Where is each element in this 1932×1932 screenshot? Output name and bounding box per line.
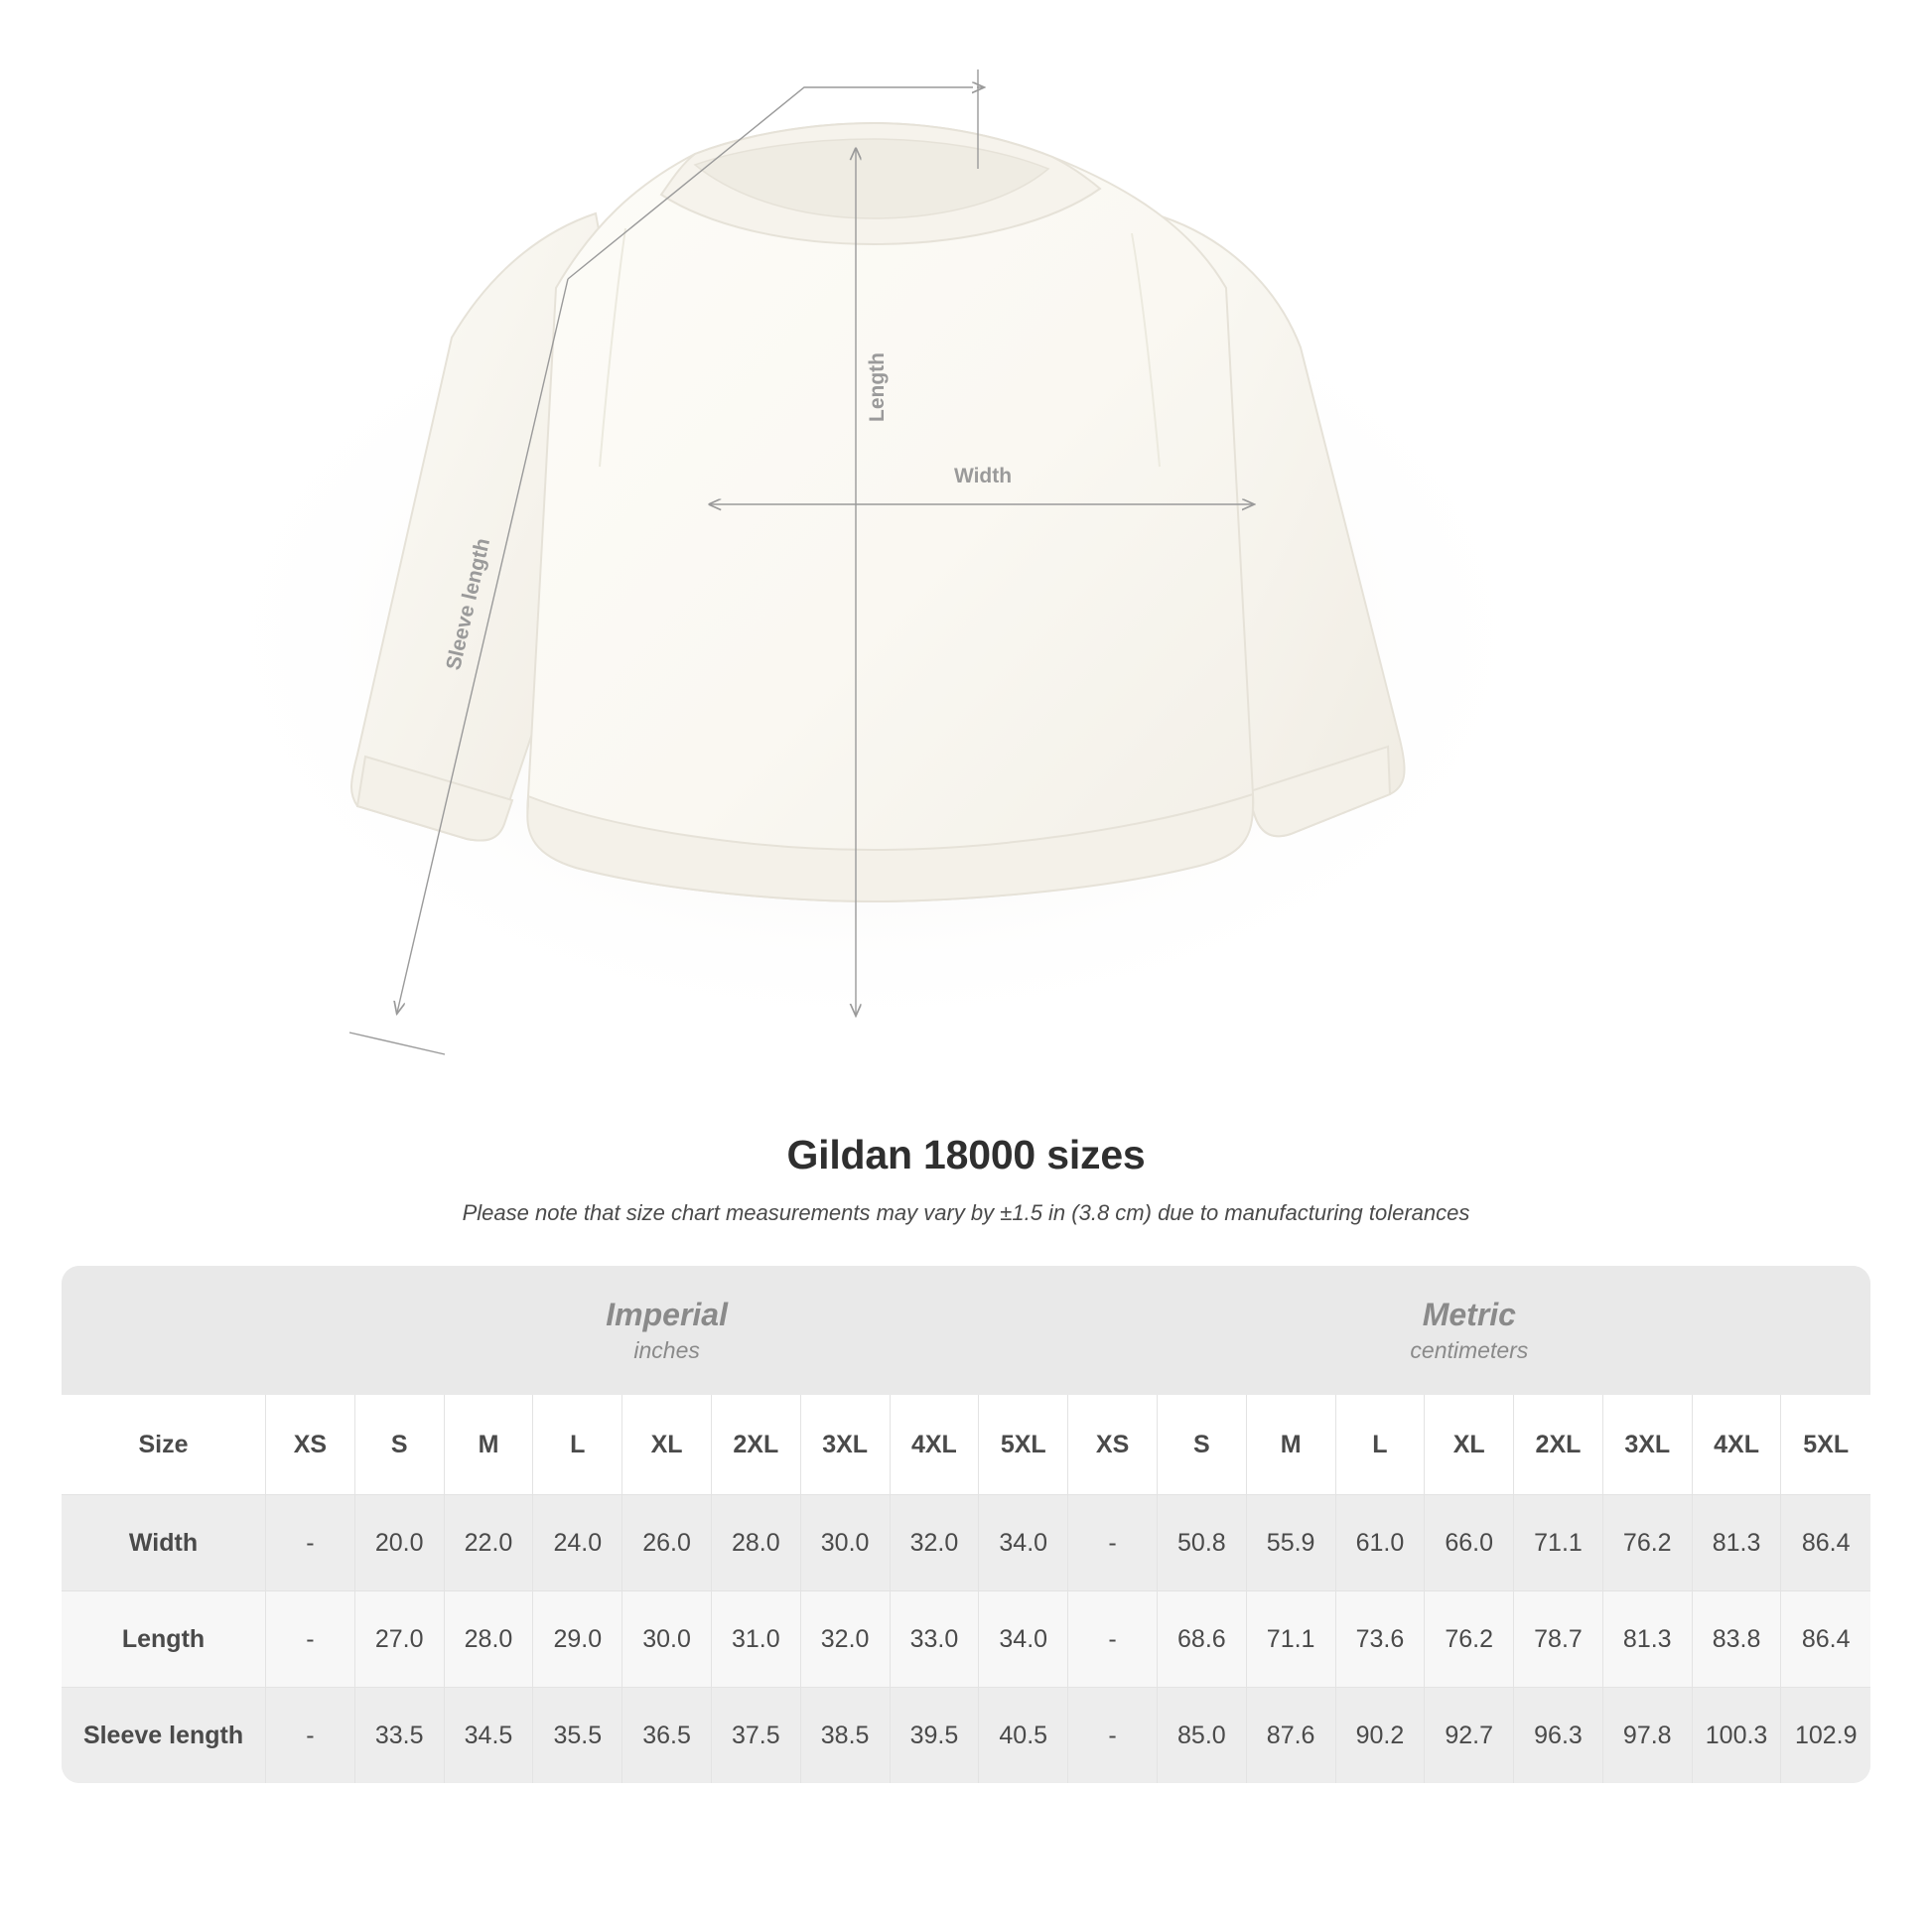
row-label-sleeve-length: Sleeve length: [62, 1688, 266, 1784]
cell-sleeve-imperial-1: 33.5: [354, 1688, 444, 1784]
size-header-metric-5: 2XL: [1514, 1395, 1603, 1495]
table-row: [62, 1688, 1870, 1784]
size-header-imperial-6: 3XL: [800, 1395, 890, 1495]
size-header-metric-6: 3XL: [1602, 1395, 1692, 1495]
cell-sleeve-metric-7: 100.3: [1692, 1688, 1781, 1784]
cell-sleeve-imperial-8: 40.5: [979, 1688, 1068, 1784]
cell-sleeve-imperial-4: 36.5: [622, 1688, 712, 1784]
title-block: [0, 1132, 1932, 1226]
cell-width-imperial-5: 28.0: [711, 1495, 800, 1591]
cell-length-imperial-6: 32.0: [800, 1591, 890, 1688]
cell-length-imperial-0: -: [266, 1591, 355, 1688]
tolerance-note: Please note that size chart measurements may vary by ±1.5 in (3.8 cm) due to manufacturing tolerances: [462, 1200, 1470, 1225]
length-label: Length: [866, 352, 889, 422]
cell-length-metric-3: 73.6: [1335, 1591, 1425, 1688]
unit-spacer-cell: [62, 1266, 266, 1395]
cell-width-metric-7: 81.3: [1692, 1495, 1781, 1591]
size-header-label: Size: [62, 1395, 266, 1495]
cell-width-imperial-2: 22.0: [444, 1495, 533, 1591]
cell-length-metric-2: 71.1: [1246, 1591, 1335, 1688]
cuff-tick: [349, 1033, 445, 1054]
cell-sleeve-metric-0: -: [1068, 1688, 1158, 1784]
cell-length-metric-8: 86.4: [1781, 1591, 1870, 1688]
cell-sleeve-imperial-0: -: [266, 1688, 355, 1784]
cell-sleeve-metric-5: 96.3: [1514, 1688, 1603, 1784]
cell-length-metric-0: -: [1068, 1591, 1158, 1688]
cell-width-imperial-7: 32.0: [890, 1495, 979, 1591]
size-header-imperial-5: 2XL: [711, 1395, 800, 1495]
size-header-metric-7: 4XL: [1692, 1395, 1781, 1495]
size-header-imperial-3: L: [533, 1395, 622, 1495]
cell-length-imperial-2: 28.0: [444, 1591, 533, 1688]
size-table: [62, 1266, 1870, 1783]
cell-length-imperial-1: 27.0: [354, 1591, 444, 1688]
metric-unit-cell: [1068, 1266, 1870, 1395]
cell-sleeve-imperial-3: 35.5: [533, 1688, 622, 1784]
size-header-imperial-0: XS: [266, 1395, 355, 1495]
cell-sleeve-metric-8: 102.9: [1781, 1688, 1870, 1784]
imperial-unit-cell: [266, 1266, 1068, 1395]
size-header-metric-3: L: [1335, 1395, 1425, 1495]
table-row: [62, 1495, 1870, 1591]
size-header-metric-2: M: [1246, 1395, 1335, 1495]
cell-width-metric-8: 86.4: [1781, 1495, 1870, 1591]
size-header-imperial-2: M: [444, 1395, 533, 1495]
cell-sleeve-metric-4: 92.7: [1425, 1688, 1514, 1784]
size-header-imperial-4: XL: [622, 1395, 712, 1495]
cell-width-imperial-1: 20.0: [354, 1495, 444, 1591]
row-label-length: Length: [62, 1591, 266, 1688]
size-header-imperial-1: S: [354, 1395, 444, 1495]
cell-width-imperial-8: 34.0: [979, 1495, 1068, 1591]
sleeve-length-label: Sleeve length: [442, 535, 495, 673]
size-header-imperial-8: 5XL: [979, 1395, 1068, 1495]
row-label-width: Width: [62, 1495, 266, 1591]
size-header-metric-1: S: [1157, 1395, 1246, 1495]
cell-width-metric-4: 66.0: [1425, 1495, 1514, 1591]
metric-title: Metric: [1422, 1296, 1516, 1332]
cell-width-imperial-3: 24.0: [533, 1495, 622, 1591]
cell-length-imperial-4: 30.0: [622, 1591, 712, 1688]
cell-sleeve-imperial-5: 37.5: [711, 1688, 800, 1784]
size-table-container: [62, 1266, 1870, 1783]
cell-width-imperial-4: 26.0: [622, 1495, 712, 1591]
cell-length-metric-7: 83.8: [1692, 1591, 1781, 1688]
imperial-subtitle: inches: [633, 1336, 700, 1363]
cell-length-imperial-8: 34.0: [979, 1591, 1068, 1688]
cell-sleeve-imperial-2: 34.5: [444, 1688, 533, 1784]
metric-subtitle: centimeters: [1410, 1336, 1529, 1363]
cell-width-metric-2: 55.9: [1246, 1495, 1335, 1591]
cell-width-imperial-6: 30.0: [800, 1495, 890, 1591]
cell-width-metric-6: 76.2: [1602, 1495, 1692, 1591]
cell-sleeve-imperial-7: 39.5: [890, 1688, 979, 1784]
size-header-metric-8: 5XL: [1781, 1395, 1870, 1495]
cell-sleeve-metric-1: 85.0: [1157, 1688, 1246, 1784]
table-row: [62, 1591, 1870, 1688]
cell-width-metric-1: 50.8: [1157, 1495, 1246, 1591]
cell-length-metric-6: 81.3: [1602, 1591, 1692, 1688]
cell-length-metric-4: 76.2: [1425, 1591, 1514, 1688]
page-title: Gildan 18000 sizes: [786, 1132, 1146, 1177]
size-header-metric-4: XL: [1425, 1395, 1514, 1495]
sweatshirt-shape: [351, 123, 1405, 901]
cell-length-imperial-5: 31.0: [711, 1591, 800, 1688]
size-header-row: [62, 1395, 1870, 1495]
cell-width-metric-5: 71.1: [1514, 1495, 1603, 1591]
size-header-imperial-7: 4XL: [890, 1395, 979, 1495]
cell-sleeve-metric-2: 87.6: [1246, 1688, 1335, 1784]
cell-width-imperial-0: -: [266, 1495, 355, 1591]
imperial-title: Imperial: [606, 1296, 728, 1332]
cell-sleeve-metric-3: 90.2: [1335, 1688, 1425, 1784]
cell-length-metric-5: 78.7: [1514, 1591, 1603, 1688]
size-header-metric-0: XS: [1068, 1395, 1158, 1495]
cell-length-imperial-3: 29.0: [533, 1591, 622, 1688]
width-label: Width: [953, 465, 1013, 487]
cell-sleeve-metric-6: 97.8: [1602, 1688, 1692, 1784]
cell-length-imperial-7: 33.0: [890, 1591, 979, 1688]
cell-width-metric-3: 61.0: [1335, 1495, 1425, 1591]
cell-length-metric-1: 68.6: [1157, 1591, 1246, 1688]
unit-header-row: [62, 1266, 1870, 1395]
cell-sleeve-imperial-6: 38.5: [800, 1688, 890, 1784]
cell-width-metric-0: -: [1068, 1495, 1158, 1591]
